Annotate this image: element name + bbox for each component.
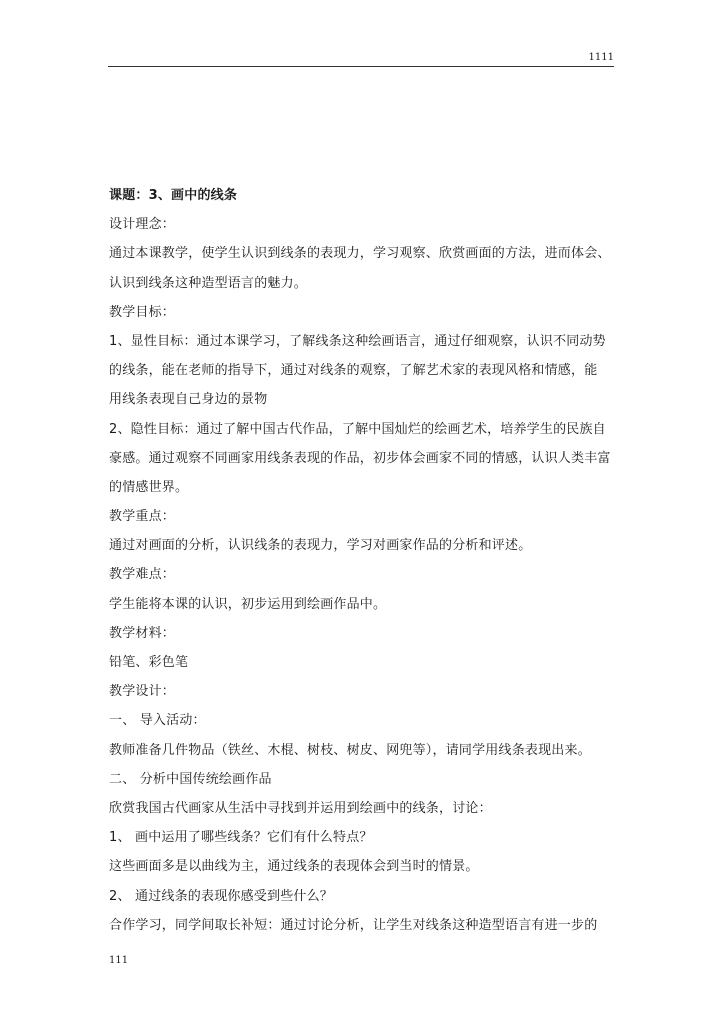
footer-page-number: 111 <box>109 955 129 966</box>
paragraph-line: 认识到线条这种造型语言的魅力。 <box>109 275 308 291</box>
subsection-heading: 一、 导入活动： <box>109 713 206 729</box>
paragraph-line: 合作学习，同学间取长补短：通过讨论分析，让学生对线条这种造型语言有进一步的 <box>109 917 598 933</box>
section-heading-objectives: 教学目标： <box>109 304 176 320</box>
paragraph-line: 教师准备几件物品（铁丝、木棍、树枝、树皮、网兜等），请同学用线条表现出来。 <box>109 742 591 758</box>
paragraph-line: 的线条，能在老师的指导下，通过对线条的观察，了解艺术家的表现风格和情感，能 <box>109 363 598 379</box>
paragraph-line: 1、显性目标：通过本课学习，了解线条这种绘画语言，通过仔细观察，认识不同动势 <box>109 333 606 349</box>
header-page-number: 1111 <box>588 52 614 63</box>
paragraph-line: 的情感世界。 <box>109 479 189 495</box>
section-heading-materials: 教学材料： <box>109 625 176 641</box>
paragraph-line: 通过对画面的分析，认识线条的表现力，学习对画家作品的分析和评述。 <box>109 538 532 554</box>
lesson-title: 课题：3、画中的线条 <box>109 188 238 203</box>
section-heading-difficulties: 教学难点： <box>109 567 176 583</box>
paragraph-line: 2、隐性目标：通过了解中国古代作品，了解中国灿烂的绘画艺术，培养学生的民族自 <box>109 421 606 437</box>
subsection-heading: 二、 分析中国传统绘画作品 <box>109 771 272 787</box>
question-item: 2、 通过线条的表现你感受到些什么？ <box>109 888 334 904</box>
paragraph-line: 铅笔、彩色笔 <box>109 655 189 670</box>
paragraph-line: 通过本课教学，使学生认识到线条的表现力，学习观察、欣赏画面的方法，进而体会、 <box>109 246 611 262</box>
header-divider <box>108 66 614 67</box>
section-heading-design-concept: 设计理念： <box>109 217 176 233</box>
paragraph-line: 这些画面多是以曲线为主，通过线条的表现体会到当时的情景。 <box>109 859 479 875</box>
section-heading-teaching-design: 教学设计： <box>109 684 176 700</box>
paragraph-line: 学生能将本课的认识，初步运用到绘画作品中。 <box>109 596 387 612</box>
paragraph-line: 豪感。通过观察不同画家用线条表现的作品，初步体会画家不同的情感，认识人类丰富 <box>109 450 611 466</box>
document-body <box>109 181 619 940</box>
paragraph-line: 用线条表现自己身边的景物 <box>109 392 268 408</box>
question-item: 1、 画中运用了哪些线条？它们有什么特点？ <box>109 830 373 846</box>
section-heading-key-points: 教学重点： <box>109 509 176 525</box>
paragraph-line: 欣赏我国古代画家从生活中寻找到并运用到绘画中的线条，讨论： <box>109 800 492 816</box>
